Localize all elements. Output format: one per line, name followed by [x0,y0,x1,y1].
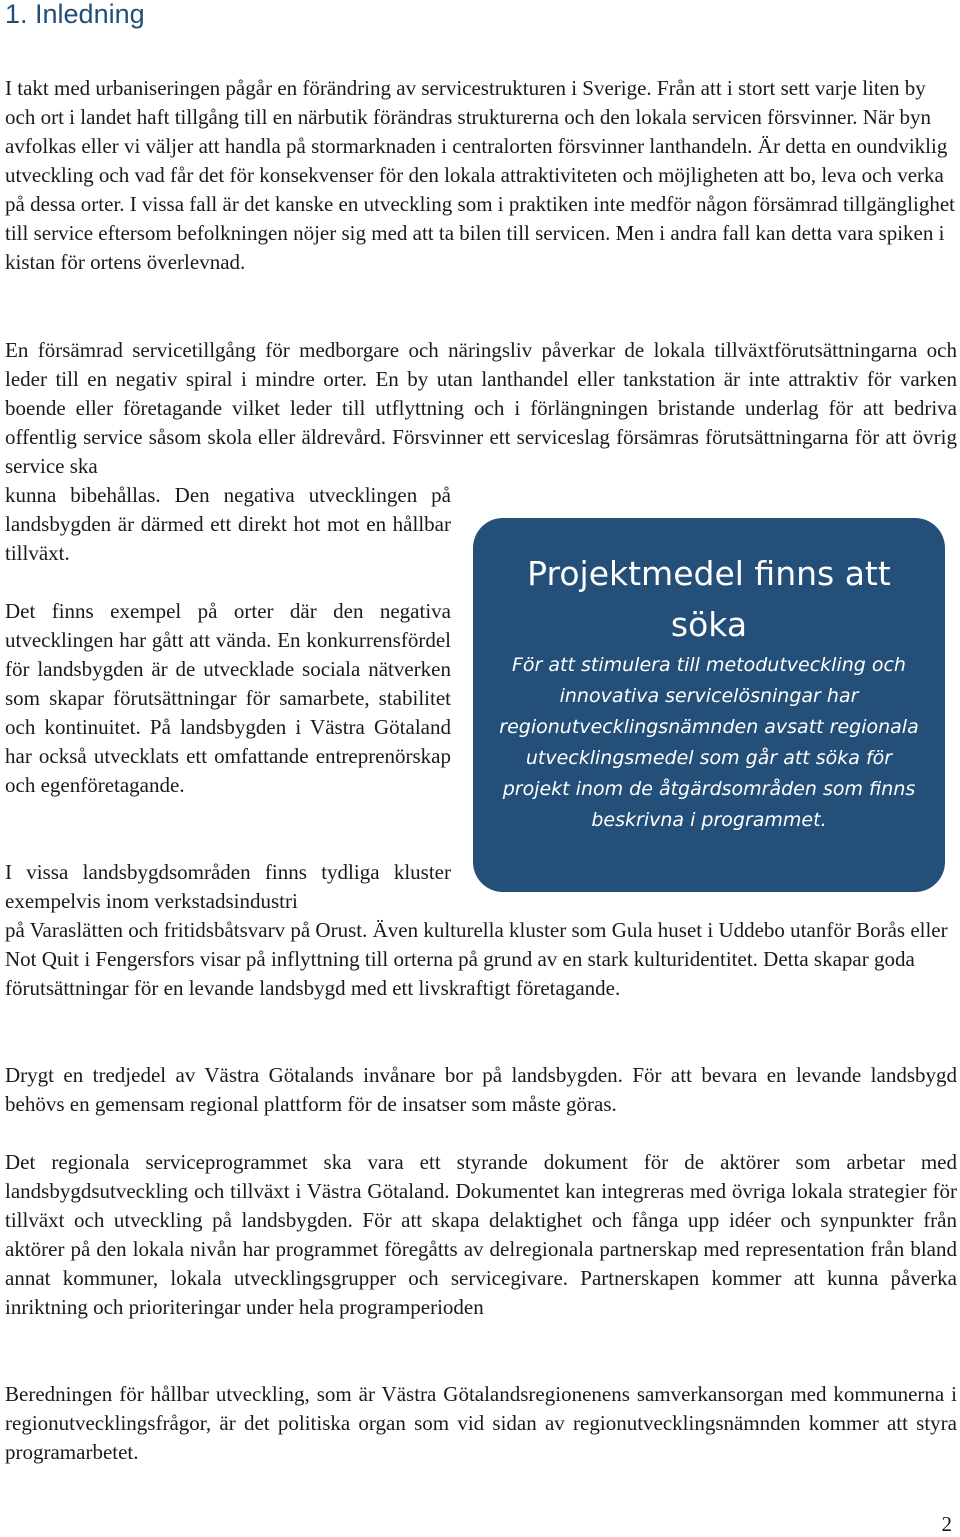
paragraph-clusters-start: I vissa landsbygdsområden finns tydliga kluster exempelvis inom verkstadsindustri [5,860,451,913]
callout-title: Projektmedel finns att söka [527,554,891,644]
callout-box [473,518,945,892]
paragraph-intro: I takt med urbaniseringen pågår en förändring av servicestrukturen i Sverige. Från att i stort sett varje liten by och ort i landet haft tillgång till en närbutik förändras strukturerna och den lokala servicen försvinner. När byn avfolkas eller vi väljer att handla på stormarknaden i centralorten försvinner lanthandeln. Är detta en oundviklig utveckling och vad får det för konsekvenser för den lokala attraktiviteten och möjligheten att bo, leva och verka på dessa orter. I vissa fall är det kanske en utveckling som i praktiken inte medför någon försämrad tillgänglighet till service eftersom befolkningen nöjer sig med att ta bilen till servicen. Men i andra fall kan detta vara spiken i kistan för ortens överlevnad. [5,76,955,274]
paragraph-service-decline: En försämrad servicetillgång för medborgare och näringsliv påverkar de lokala tillväxtförutsättningarna och leder till en negativ spiral i mindre orter. En by utan lanthandel eller tankstation är inte attraktiv för varken boende eller företagande vilket leder till utflyttning och i förlängningen bristande underlag för att bedriva offentlig service såsom skola eller äldrevård. Försvinner ett serviceslag försämras förutsättningarna för att övrig service ska [5,338,957,478]
paragraph-service-decline-continued: kunna bibehållas. Den negativa utvecklingen på landsbygden är därmed ett direkt hot mot en hållbar tillväxt. [5,483,451,565]
paragraph-service-program: Det regionala serviceprogrammet ska vara ett styrande dokument för de aktörer som arbetar med landsbygdsutveckling och tillväxt i Västra Götaland. Dokumentet kan integreras med övriga lokala strategier för tillväxt och utveckling på landsbygden. För att skapa delaktighet och fånga upp idéer och synpunkter från aktörer på den lokala nivån har programmet föregåtts av delregionala partnerskap med representation från bland annat kommuner, lokala utvecklingsgrupper och servicegivare. Partnerskapen kommer att kunna påverka inriktning och prioriteringar under hela programperioden [5,1150,957,1319]
paragraph-clusters-continued: på Varaslätten och fritidsbåtsvarv på Orust. Även kulturella kluster som Gula huset i Uddebo utanför Borås eller Not Quit i Fengersfors visar på inflyttning till orterna på grund av en stark kulturidentitet. Detta skapar goda förutsättningar för en levande landsbygd med ett livskraftigt företagande. [5,918,948,1000]
paragraph-governance: Beredningen för hållbar utveckling, som är Västra Götalandsregionenens samverkansorgan med kommunerna i regionutvecklingsfrågor, är det politiska organ som vid sidan av regionutvecklingsnämnden kommer att styra programarbetet. [5,1382,957,1464]
page-number: 2 [941,1512,952,1536]
paragraph-turnaround-examples: Det finns exempel på orter där den negativa utvecklingen har gått att vända. En konkurrensfördel för landsbygden är de utvecklade sociala nätverken som skapar förutsättningar för samarbete, stabilitet och kontinuitet. På landsbygden i Västra Götaland har också utvecklats ett omfattande entreprenörskap och egenföretagande. [5,599,451,797]
paragraph-population: Drygt en tredjedel av Västra Götalands invånare bor på landsbygden. För att bevara en levande landsbygd behövs en gemensam regional plattform för de insatser som måste göras. [5,1063,957,1116]
callout-body: För att stimulera till metodutveckling och innovativa servicelösningar har regionutvecklingsnämnden avsatt regionala utvecklingsmedel som går att söka för projekt inom de åtgärdsområden som finns beskrivna i programmet. [499,654,919,831]
section-heading: 1. Inledning [5,0,145,29]
